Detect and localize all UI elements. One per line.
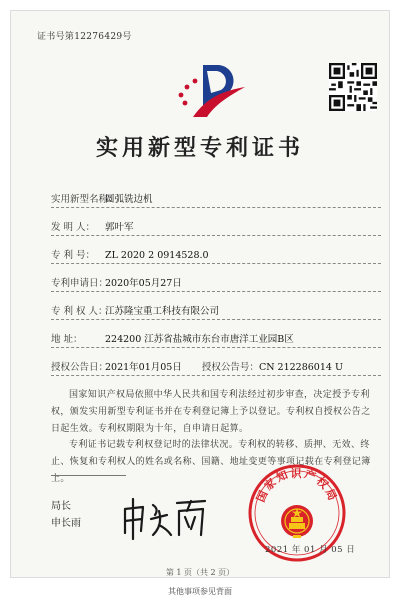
- field-patentee: [51, 303, 219, 317]
- field-address: [51, 331, 294, 345]
- field-patent-number: [51, 247, 209, 261]
- signature-icon: [119, 495, 209, 541]
- divider: [51, 475, 126, 476]
- cnipa-logo-icon: [173, 57, 247, 121]
- field-utility-model-name: [51, 191, 153, 205]
- page-number: 第 1 页（共 2 页）: [165, 568, 235, 577]
- field-value: ZL 2020 2 0914528.0: [105, 250, 209, 261]
- announcement-date-value: 2021年01月05日: [105, 362, 182, 373]
- divider: [51, 291, 381, 292]
- certificate-sheet: [10, 10, 390, 578]
- field-label: 专利申请日：: [51, 278, 109, 289]
- certificate-title: 实用新型专利证书: [95, 135, 304, 161]
- field-label: 专 利 权 人：: [51, 306, 108, 317]
- seal-date: 2021 年 01 月 05 日: [265, 545, 356, 555]
- field-label: 发 明 人：: [51, 222, 96, 233]
- announcement-number-label: 授权公告号：: [201, 362, 259, 373]
- field-announcement: [51, 359, 343, 373]
- field-label: 地 址：: [51, 334, 83, 345]
- field-application-date: [51, 275, 182, 289]
- divider: [51, 235, 381, 236]
- svg-text:国家知识产权局: [253, 466, 340, 504]
- field-value: 郭叶军: [105, 222, 134, 233]
- field-value: 2020年05月27日: [105, 278, 182, 289]
- divider: [51, 207, 381, 208]
- seal-text: 国家知识产权局: [254, 466, 340, 505]
- divider: [51, 375, 381, 376]
- qr-code-icon: [329, 63, 377, 111]
- legal-status-paragraph: 专利证书记载专利权登记时的法律状况。专利权的转移、质押、无效、终止、恢复和专利权人的姓名或名称、国籍、地址变更等事项记载在专利登记簿上。: [51, 440, 371, 484]
- director-name: 申长雨: [51, 518, 81, 529]
- field-value: 江苏隆宝重工科技有限公司: [105, 306, 220, 317]
- divider: [51, 319, 381, 320]
- bottom-note: 其他事项参见背面: [168, 587, 232, 596]
- announcement-number-value: CN 212286014 U: [258, 362, 343, 373]
- divider: [51, 263, 381, 264]
- field-inventor: [51, 219, 134, 233]
- certificate-number: 证书号第12276429号: [37, 32, 132, 42]
- grant-paragraph: 国家知识产权局依照中华人民共和国专利法经过初步审查，决定授予专利权，颁发实用新型专利证书并在专利登记簿上予以登记。专利权自授权公告之日起生效。专利权期限为十年，自申请日起算。: [51, 390, 371, 434]
- director-title: 局长: [51, 501, 71, 512]
- announcement-date-label: 授权公告日：: [51, 362, 109, 373]
- field-label: 实用新型名称：: [51, 194, 118, 205]
- field-label: 专 利 号：: [51, 250, 96, 261]
- field-value: 224200 江苏省盐城市东台市唐洋工业园B区: [105, 334, 294, 345]
- divider: [51, 347, 381, 348]
- field-value: 圆弧铣边机: [105, 194, 153, 205]
